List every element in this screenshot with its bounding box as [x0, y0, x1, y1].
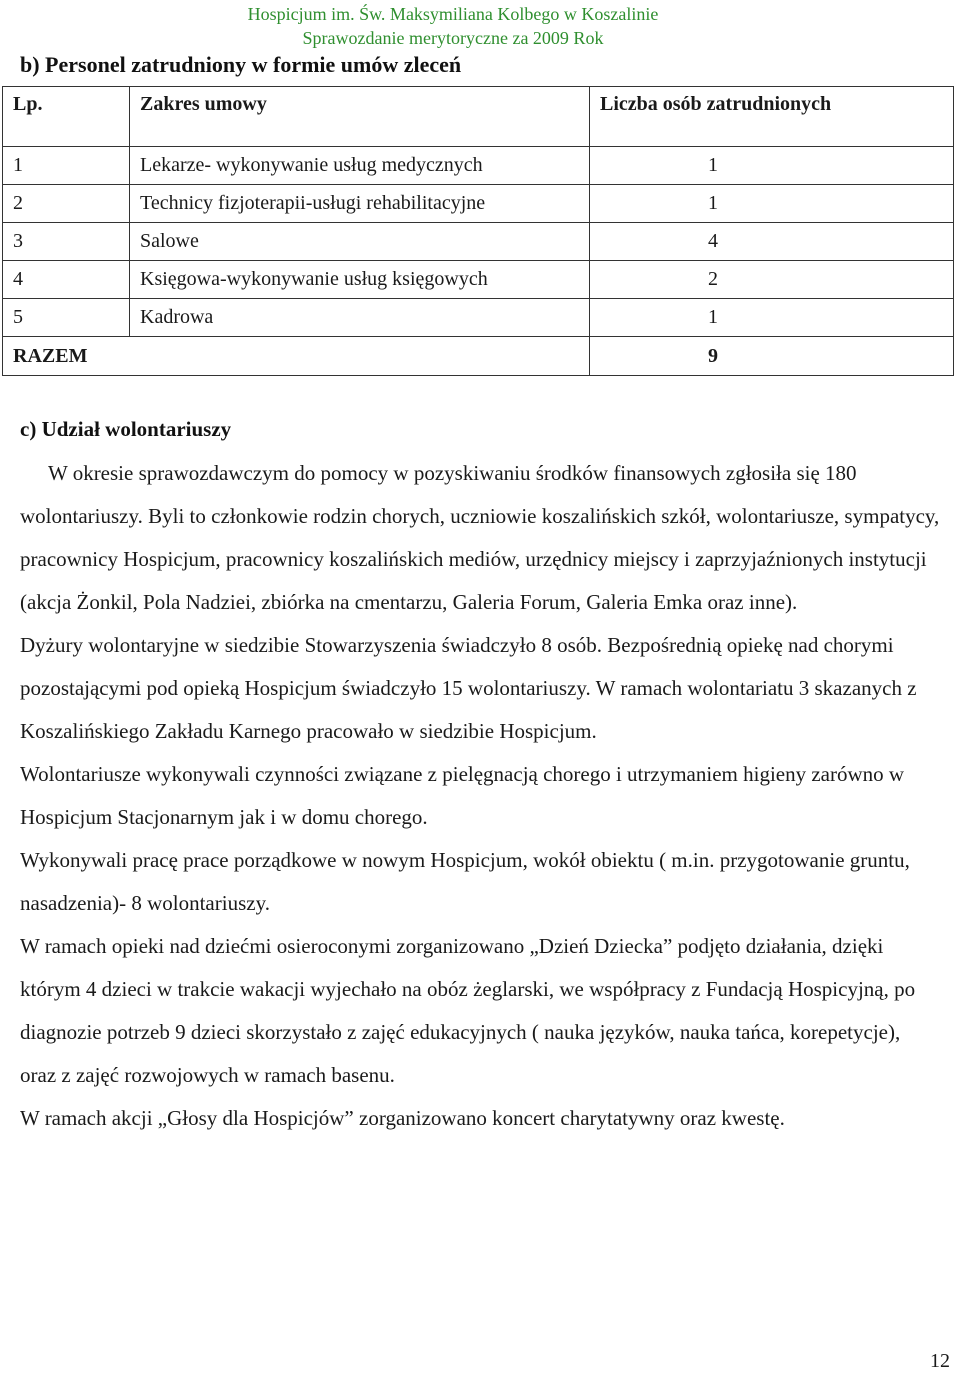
table-row: [3, 185, 954, 223]
table-header-row: [3, 87, 954, 147]
row-scope: Lekarze- wykonywanie usług medycznych: [130, 147, 590, 185]
paragraph: W ramach opieki nad dziećmi osieroconymi zorganizowano „Dzień Dziecka” podjęto działania, dzięki którym 4 dzieci w trakcie wakacji wyjechało na obóz żeglarski, we współpracy z Fundacją Hospicyjną, po diagnozie potrzeb 9 dzieci skorzystało z zajęć edukacyjnych ( nauka języków, nauka tańca, korepetycje), oraz z zajęć rozwojowych w ramach basenu.: [20, 934, 916, 1087]
row-number: 2: [3, 185, 130, 223]
row-count: 2: [590, 261, 954, 299]
header-report-title: Sprawozdanie merytoryczne za 2009 Rok: [302, 28, 604, 48]
row-scope: Salowe: [130, 223, 590, 261]
row-count: 1: [590, 147, 954, 185]
total-label: RAZEM: [3, 337, 590, 376]
row-number: 4: [3, 261, 130, 299]
row-scope: Kadrowa: [130, 299, 590, 337]
page-number: 12: [930, 1350, 950, 1372]
header-organization: Hospicjum im. Św. Maksymiliana Kolbego w Koszalinie: [247, 4, 659, 24]
volunteers-body: [20, 452, 940, 1140]
total-value: 9: [590, 337, 954, 376]
section-c-title: c) Udział wolontariuszy: [20, 417, 232, 441]
table-row: [3, 223, 954, 261]
contracts-table: [2, 86, 954, 376]
section-b-title: b) Personel zatrudniony w formie umów zleceń: [20, 52, 462, 77]
paragraph: Dyżury wolontaryjne w siedzibie Stowarzyszenia świadczyło 8 osób. Bezpośrednią opiekę nad chorymi pozostającymi pod opieką Hospicjum świadczyło 15 wolontariuszy. W ramach wolontariatu 3 skazanych z Koszalińskiego Zakładu Karnego pracowało w siedzibie Hospicjum.: [20, 633, 917, 743]
column-header-scope: Zakres umowy: [130, 87, 590, 147]
table-row: [3, 147, 954, 185]
row-scope: Księgowa-wykonywanie usług księgowych: [130, 261, 590, 299]
paragraph: Wykonywali pracę prace porządkowe w nowym Hospicjum, wokół obiektu ( m.in. przygotowanie gruntu, nasadzenia)- 8 wolontariuszy.: [20, 848, 910, 915]
row-count: 4: [590, 223, 954, 261]
paragraph: Wolontariusze wykonywali czynności związane z pielęgnacją chorego i utrzymaniem higieny zarówno w Hospicjum Stacjonarnym jak i w domu chorego.: [20, 762, 905, 829]
row-count: 1: [590, 299, 954, 337]
row-number: 3: [3, 223, 130, 261]
table-row: [3, 299, 954, 337]
page-header: [213, 2, 693, 50]
column-header-count: Liczba osób zatrudnionych: [590, 87, 954, 147]
row-number: 1: [3, 147, 130, 185]
row-scope: Technicy fizjoterapii-usługi rehabilitacyjne: [130, 185, 590, 223]
table-row: [3, 261, 954, 299]
column-header-lp: Lp.: [3, 87, 130, 147]
paragraph: W ramach akcji „Głosy dla Hospicjów” zorganizowano koncert charytatywny oraz kwestę.: [20, 1106, 785, 1130]
row-number: 5: [3, 299, 130, 337]
table-total-row: [3, 337, 954, 376]
paragraph: W okresie sprawozdawczym do pomocy w pozyskiwaniu środków finansowych zgłosiła się 180 wolontariuszy. Byli to członkowie rodzin chorych, uczniowie koszalińskich szkół, wolontariusze, sympatycy, pracownicy Hospicjum, pracownicy koszalińskich mediów, urzędnicy miejscy i zaprzyjaźnionych instytucji (akcja Żonkil, Pola Nadziei, zbiórka na cmentarzu, Galeria Forum, Galeria Emka oraz inne).: [20, 461, 940, 614]
row-count: 1: [590, 185, 954, 223]
